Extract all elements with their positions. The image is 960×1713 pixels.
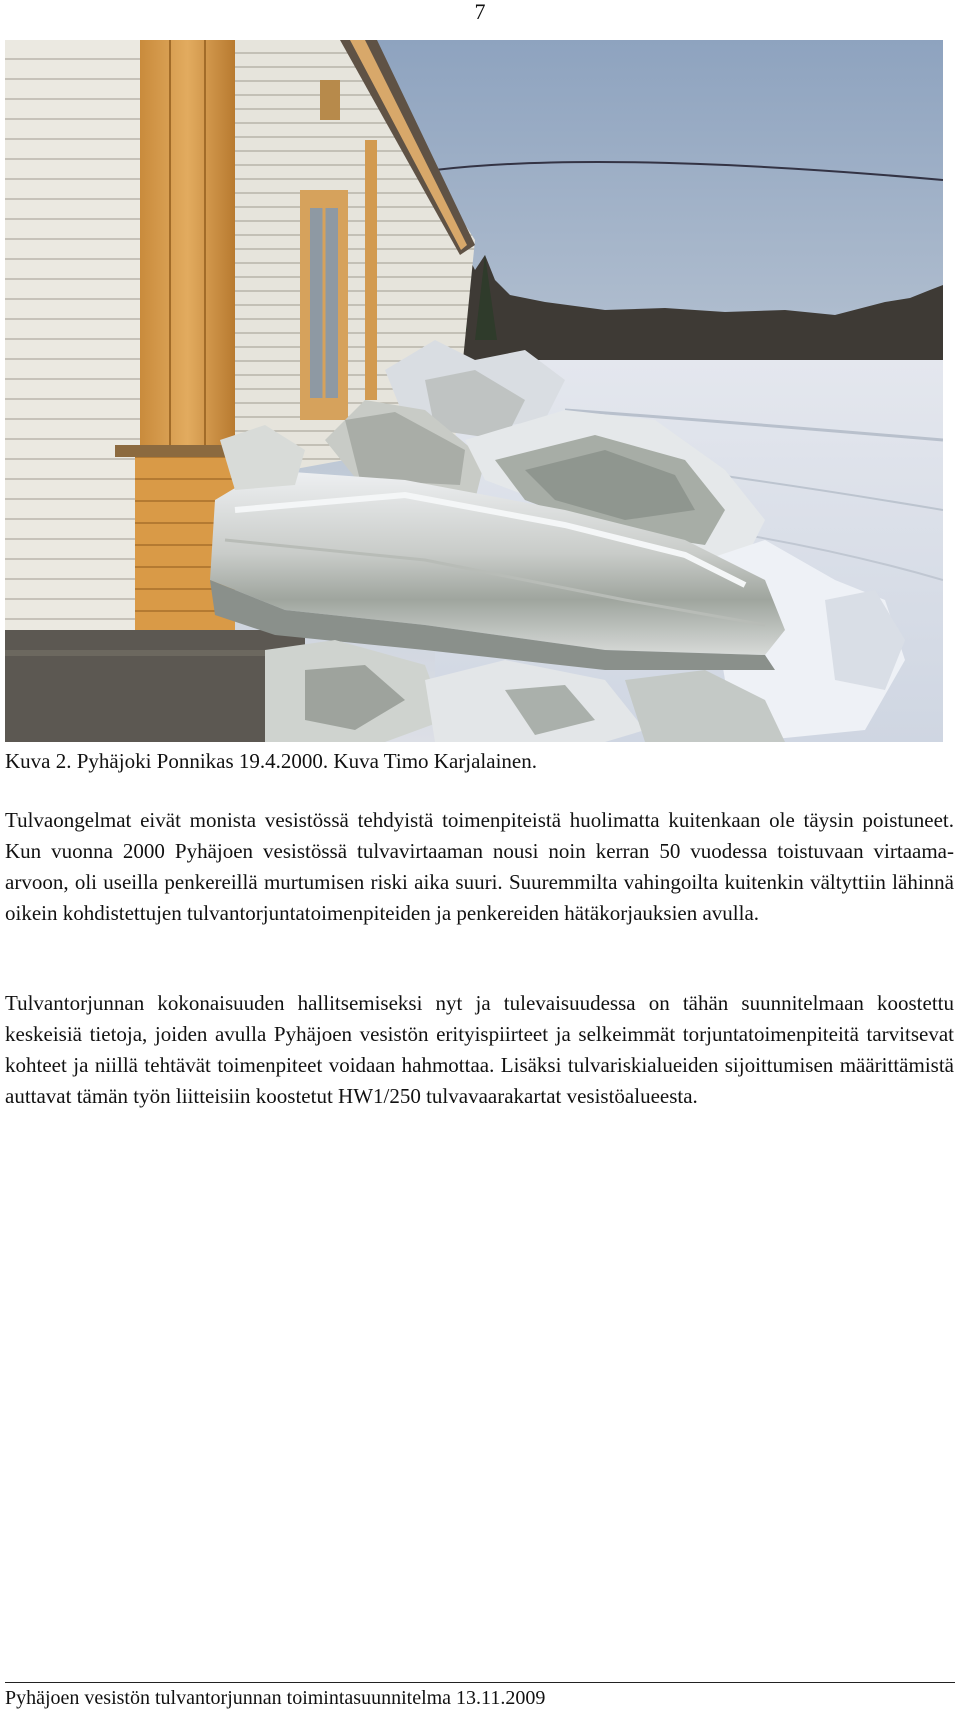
page-footer: Pyhäjoen vesistön tulvantorjunnan toimintasuunnitelma 13.11.2009 [5, 1687, 546, 1709]
photo-illustration [5, 40, 943, 742]
photo-ice-against-house [5, 40, 943, 742]
body-paragraph: Tulvantorjunnan kokonaisuuden hallitsemiseksi nyt ja tulevaisuudessa on tähän suunnitelmaan koostettu keskeisiä tietoja, joiden avulla Pyhäjoen vesistön erityispiirteet ja selkeimmät torjuntatoimenpiteitä tarvitsevat kohteet ja niillä tehtävät toimenpiteet voidaan hahmottaa. Lisäksi tulvariskialueiden sijoittumisen määrittämistä auttavat tämän työn liitteisiin koostetut HW1/250 tulvavaarakartat vesistöalueesta. [5, 991, 954, 1108]
footer-divider [5, 1682, 955, 1683]
body-paragraph: Tulvaongelmat eivät monista vesistössä tehdyistä toimenpiteistä huolimatta kuitenkaan ole täysin poistuneet. Kun vuonna 2000 Pyhäjoen vesistössä tulvavirtaaman nousi noin kerran 50 vuodessa toistuvaan virtaama-arvoon, oli useilla penkereillä murtumisen riski aika suuri. Suuremmilta vahingoilta kuitenkin vältyttiin lähinnä oikein kohdistettujen tulvantorjuntatoimenpiteiden ja penkereiden hätäkorjauksien avulla. [5, 808, 954, 925]
figure-caption: Kuva 2. Pyhäjoki Ponnikas 19.4.2000. Kuva Timo Karjalainen. [5, 749, 537, 773]
page-number: 7 [474, 0, 486, 24]
